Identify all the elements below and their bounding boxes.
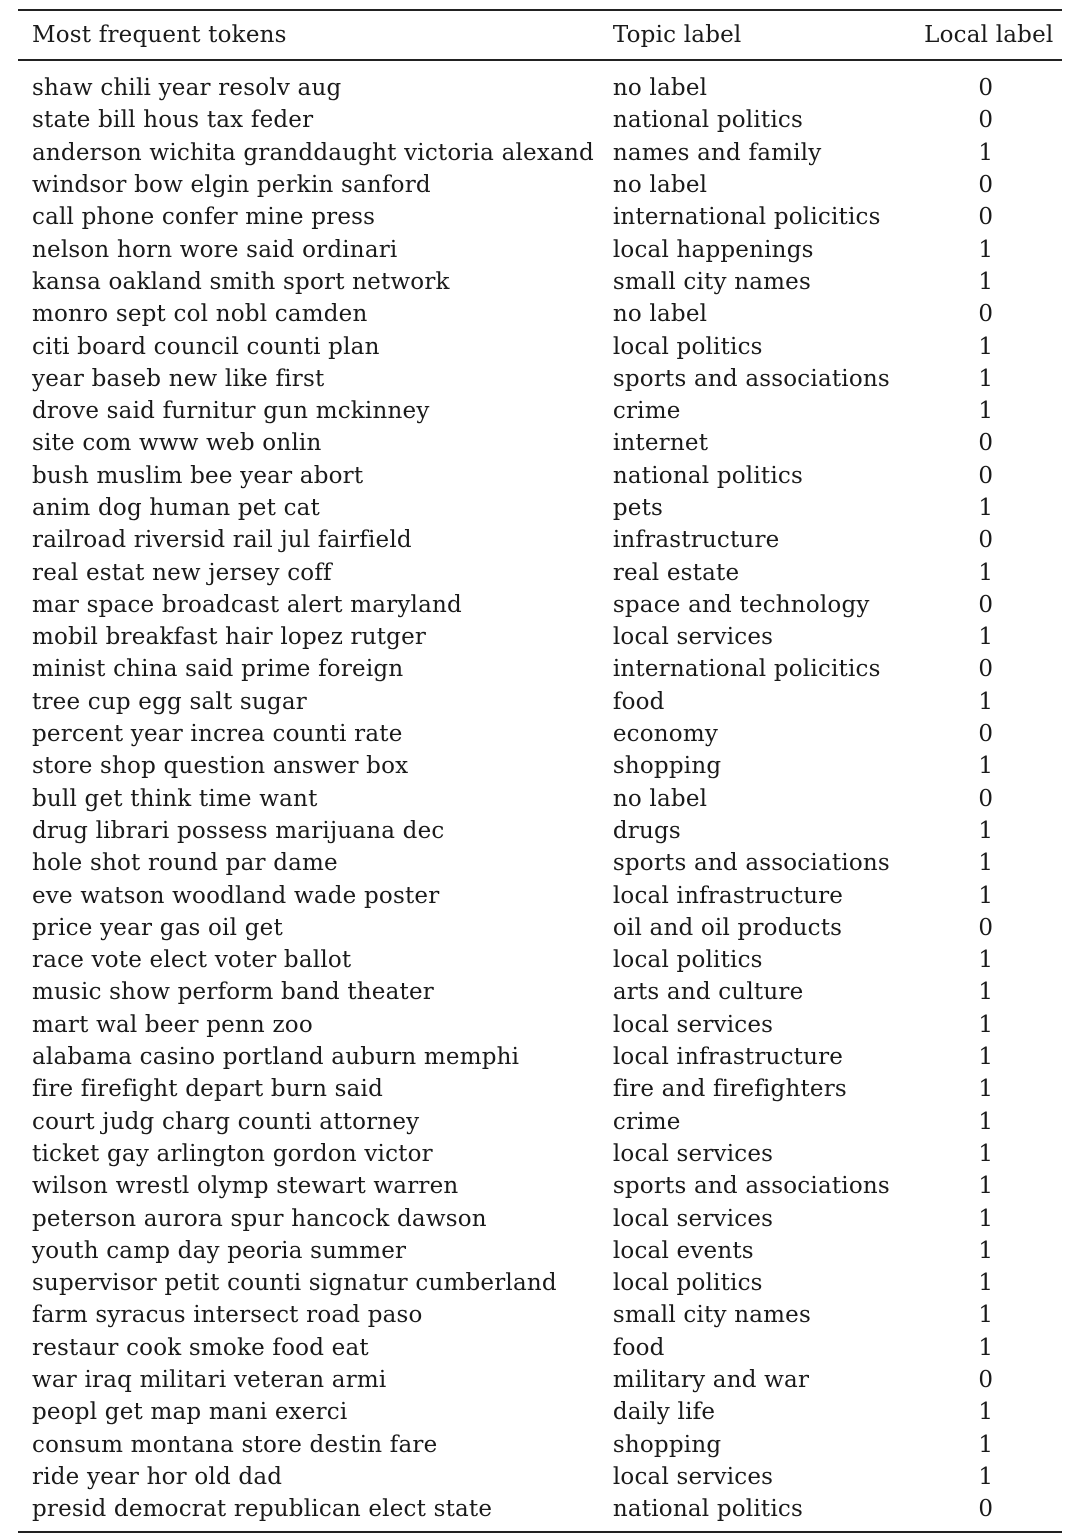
- table-row: [18, 298, 1062, 330]
- header-row: [18, 10, 1062, 60]
- local-label-cell: 1: [978, 850, 994, 877]
- table-row: [18, 1299, 1062, 1331]
- local-label-cell: 1: [978, 979, 994, 1006]
- tokens-cell: anim dog human pet cat: [32, 495, 321, 521]
- header-most-frequent-tokens: Most frequent tokens: [32, 22, 287, 48]
- local-label-cell: 1: [978, 1399, 994, 1426]
- table-row: [18, 1170, 1062, 1202]
- table-row: [18, 266, 1062, 298]
- topic-label-cell: shopping: [612, 753, 722, 780]
- topic-label-cell: national politics: [612, 462, 803, 489]
- local-label-cell: 1: [978, 333, 994, 360]
- tokens-cell: restaur cook smoke food eat: [32, 1334, 369, 1361]
- topic-label-cell: local services: [612, 624, 774, 651]
- local-label-cell: 1: [978, 495, 994, 521]
- local-label-cell: 0: [978, 172, 994, 199]
- table-row: [18, 815, 1062, 847]
- local-label-cell: 1: [978, 1237, 994, 1264]
- table-row: [18, 1009, 1062, 1041]
- topic-label-cell: no label: [612, 785, 708, 812]
- local-label-cell: 1: [978, 817, 994, 844]
- tokens-cell: call phone confer mine press: [32, 204, 376, 231]
- local-label-cell: 0: [978, 462, 994, 489]
- tokens-cell: percent year increa counti rate: [32, 721, 403, 748]
- table-row: [18, 750, 1062, 782]
- local-label-cell: 1: [978, 947, 994, 974]
- local-label-cell: 0: [978, 914, 994, 941]
- local-label-cell: 1: [978, 1431, 994, 1458]
- topic-label-cell: local services: [612, 1140, 774, 1167]
- local-label-cell: 0: [978, 430, 994, 457]
- tokens-cell: bull get think time want: [32, 785, 318, 812]
- topic-label-cell: military and war: [612, 1367, 810, 1394]
- local-label-cell: 0: [978, 1367, 994, 1394]
- tokens-cell: monro sept col nobl camden: [32, 301, 368, 328]
- topic-label-cell: crime: [612, 398, 681, 425]
- table-row: [18, 1202, 1062, 1234]
- topic-label-cell: sports and associations: [612, 1173, 890, 1200]
- topic-label-cell: local services: [612, 1463, 774, 1490]
- topic-label-cell: arts and culture: [612, 979, 804, 1006]
- table-row: [18, 201, 1062, 233]
- local-label-cell: 0: [978, 204, 994, 231]
- topic-label-cell: daily life: [612, 1399, 716, 1426]
- table-row: [18, 137, 1062, 169]
- table-row: [18, 1332, 1062, 1364]
- table-row: [18, 460, 1062, 492]
- tokens-cell: citi board council counti plan: [32, 333, 380, 360]
- topic-label-cell: local infrastructure: [612, 882, 844, 909]
- tokens-cell: windsor bow elgin perkin sanford: [32, 172, 431, 199]
- table-row: [18, 589, 1062, 621]
- local-label-cell: 1: [978, 688, 994, 715]
- table-row: [18, 1364, 1062, 1396]
- tokens-cell: fire firefight depart burn said: [32, 1076, 383, 1103]
- local-label-cell: 0: [978, 107, 994, 134]
- tokens-cell: consum montana store destin fare: [32, 1431, 438, 1458]
- table-row: [18, 395, 1062, 427]
- topic-label-cell: local politics: [612, 947, 763, 974]
- local-label-cell: 1: [978, 1108, 994, 1135]
- table-row: [18, 718, 1062, 750]
- topic-label-cell: international policitics: [612, 656, 881, 683]
- table-row: [18, 1493, 1062, 1532]
- table-row: [18, 1267, 1062, 1299]
- local-label-cell: 1: [978, 398, 994, 425]
- tokens-cell: drove said furnitur gun mckinney: [32, 398, 430, 425]
- table-row: [18, 1428, 1062, 1460]
- local-label-cell: 0: [978, 785, 994, 812]
- local-label-cell: 0: [978, 527, 994, 554]
- topic-table: [18, 9, 1062, 1533]
- tokens-cell: supervisor petit counti signatur cumberland: [32, 1270, 557, 1297]
- local-label-cell: 1: [978, 1044, 994, 1071]
- topic-label-cell: national politics: [612, 107, 803, 134]
- table-row: [18, 492, 1062, 524]
- topic-label-cell: drugs: [612, 817, 681, 844]
- topic-label-cell: economy: [612, 721, 719, 748]
- topic-label-cell: local infrastructure: [612, 1044, 844, 1071]
- tokens-cell: state bill hous tax feder: [32, 107, 314, 134]
- tokens-cell: youth camp day peoria summer: [32, 1237, 407, 1264]
- tokens-cell: ticket gay arlington gordon victor: [32, 1140, 433, 1167]
- tokens-cell: mobil breakfast hair lopez rutger: [32, 624, 427, 651]
- topic-label-cell: local services: [612, 1011, 774, 1038]
- local-label-cell: 1: [978, 1463, 994, 1490]
- topic-label-cell: shopping: [612, 1431, 722, 1458]
- table-row: [18, 783, 1062, 815]
- topic-label-cell: no label: [612, 75, 708, 102]
- table-row: [18, 233, 1062, 265]
- topic-label-cell: local politics: [612, 1270, 763, 1297]
- local-label-cell: 1: [978, 268, 994, 295]
- topic-table-container: [18, 9, 1062, 1533]
- local-label-cell: 1: [978, 365, 994, 392]
- topic-label-cell: fire and firefighters: [612, 1076, 847, 1103]
- table-row: [18, 944, 1062, 976]
- tokens-cell: real estat new jersey coff: [32, 559, 332, 586]
- topic-label-cell: internet: [612, 430, 709, 457]
- table-row: [18, 1461, 1062, 1493]
- header-local-label: Local label: [924, 22, 1054, 48]
- tokens-cell: mart wal beer penn zoo: [32, 1011, 313, 1038]
- table-row: [18, 1138, 1062, 1170]
- local-label-cell: 0: [978, 656, 994, 683]
- table-row: [18, 621, 1062, 653]
- local-label-cell: 0: [978, 1496, 994, 1523]
- local-label-cell: 1: [978, 1270, 994, 1297]
- topic-label-cell: local events: [612, 1237, 754, 1264]
- tokens-cell: farm syracus intersect road paso: [32, 1302, 423, 1329]
- header-topic-label: Topic label: [612, 22, 742, 48]
- topic-label-cell: international policitics: [612, 204, 881, 231]
- local-label-cell: 1: [978, 236, 994, 263]
- tokens-cell: peterson aurora spur hancock dawson: [32, 1205, 487, 1232]
- topic-label-cell: sports and associations: [612, 850, 890, 877]
- topic-label-cell: local services: [612, 1205, 774, 1232]
- tokens-cell: wilson wrestl olymp stewart warren: [32, 1173, 459, 1200]
- tokens-cell: price year gas oil get: [32, 914, 283, 941]
- local-label-cell: 1: [978, 1302, 994, 1329]
- tokens-cell: hole shot round par dame: [32, 850, 338, 877]
- tokens-cell: drug librari possess marijuana dec: [32, 817, 445, 844]
- local-label-cell: 1: [978, 1205, 994, 1232]
- local-label-cell: 1: [978, 624, 994, 651]
- topic-label-cell: oil and oil products: [612, 914, 843, 941]
- table-row: [18, 1396, 1062, 1428]
- local-label-cell: 1: [978, 1173, 994, 1200]
- topic-label-cell: small city names: [612, 268, 811, 295]
- local-label-cell: 1: [978, 1076, 994, 1103]
- table-row: [18, 976, 1062, 1008]
- tokens-cell: alabama casino portland auburn memphi: [32, 1044, 520, 1071]
- tokens-cell: nelson horn wore said ordinari: [32, 236, 398, 263]
- topic-label-cell: infrastructure: [612, 527, 780, 554]
- topic-label-cell: food: [612, 688, 665, 715]
- tokens-cell: war iraq militari veteran armi: [32, 1367, 387, 1394]
- tokens-cell: presid democrat republican elect state: [32, 1496, 493, 1523]
- local-label-cell: 1: [978, 559, 994, 586]
- local-label-cell: 1: [978, 882, 994, 909]
- topic-label-cell: no label: [612, 172, 708, 199]
- table-row: [18, 912, 1062, 944]
- local-label-cell: 1: [978, 1140, 994, 1167]
- local-label-cell: 1: [978, 1011, 994, 1038]
- table-row: [18, 686, 1062, 718]
- local-label-cell: 0: [978, 75, 994, 102]
- tokens-cell: shaw chili year resolv aug: [32, 75, 342, 102]
- tokens-cell: race vote elect voter ballot: [32, 947, 352, 974]
- topic-label-cell: local happenings: [612, 236, 814, 263]
- tokens-cell: store shop question answer box: [32, 753, 409, 780]
- tokens-cell: music show perform band theater: [32, 979, 434, 1006]
- topic-label-cell: real estate: [612, 559, 740, 586]
- tokens-cell: site com www web onlin: [32, 430, 322, 457]
- tokens-cell: minist china said prime foreign: [32, 656, 404, 683]
- table-row: [18, 330, 1062, 362]
- topic-label-cell: crime: [612, 1108, 681, 1135]
- table-row: [18, 1235, 1062, 1267]
- table-row: [18, 1041, 1062, 1073]
- topic-label-cell: space and technology: [612, 591, 870, 618]
- topic-label-cell: names and family: [612, 139, 822, 166]
- local-label-cell: 1: [978, 753, 994, 780]
- tokens-cell: mar space broadcast alert maryland: [32, 591, 462, 618]
- tokens-cell: bush muslim bee year abort: [32, 462, 364, 489]
- tokens-cell: tree cup egg salt sugar: [32, 688, 307, 715]
- topic-label-cell: local politics: [612, 333, 763, 360]
- table-row: [18, 847, 1062, 879]
- topic-label-cell: small city names: [612, 1302, 811, 1329]
- tokens-cell: court judg charg counti attorney: [32, 1108, 420, 1135]
- table-row: [18, 653, 1062, 685]
- local-label-cell: 0: [978, 591, 994, 618]
- table-row: [18, 169, 1062, 201]
- table-row: [18, 1073, 1062, 1105]
- table-row: [18, 60, 1062, 104]
- table-row: [18, 879, 1062, 911]
- table-body: [18, 60, 1062, 1532]
- table-row: [18, 427, 1062, 459]
- table-header: [18, 10, 1062, 60]
- table-row: [18, 1106, 1062, 1138]
- local-label-cell: 0: [978, 301, 994, 328]
- local-label-cell: 0: [978, 721, 994, 748]
- table-row: [18, 104, 1062, 136]
- table-row: [18, 556, 1062, 588]
- tokens-cell: peopl get map mani exerci: [32, 1399, 348, 1426]
- topic-label-cell: no label: [612, 301, 708, 328]
- table-row: [18, 524, 1062, 556]
- topic-label-cell: pets: [612, 495, 664, 521]
- topic-label-cell: sports and associations: [612, 365, 890, 392]
- topic-label-cell: national politics: [612, 1496, 803, 1523]
- tokens-cell: ride year hor old dad: [32, 1463, 283, 1490]
- tokens-cell: year baseb new like first: [32, 365, 325, 392]
- tokens-cell: kansa oakland smith sport network: [32, 268, 450, 295]
- local-label-cell: 1: [978, 139, 994, 166]
- topic-label-cell: food: [612, 1334, 665, 1361]
- table-row: [18, 363, 1062, 395]
- tokens-cell: anderson wichita granddaught victoria alexand: [32, 139, 594, 166]
- tokens-cell: eve watson woodland wade poster: [32, 882, 440, 909]
- tokens-cell: railroad riversid rail jul fairfield: [32, 527, 412, 554]
- local-label-cell: 1: [978, 1334, 994, 1361]
